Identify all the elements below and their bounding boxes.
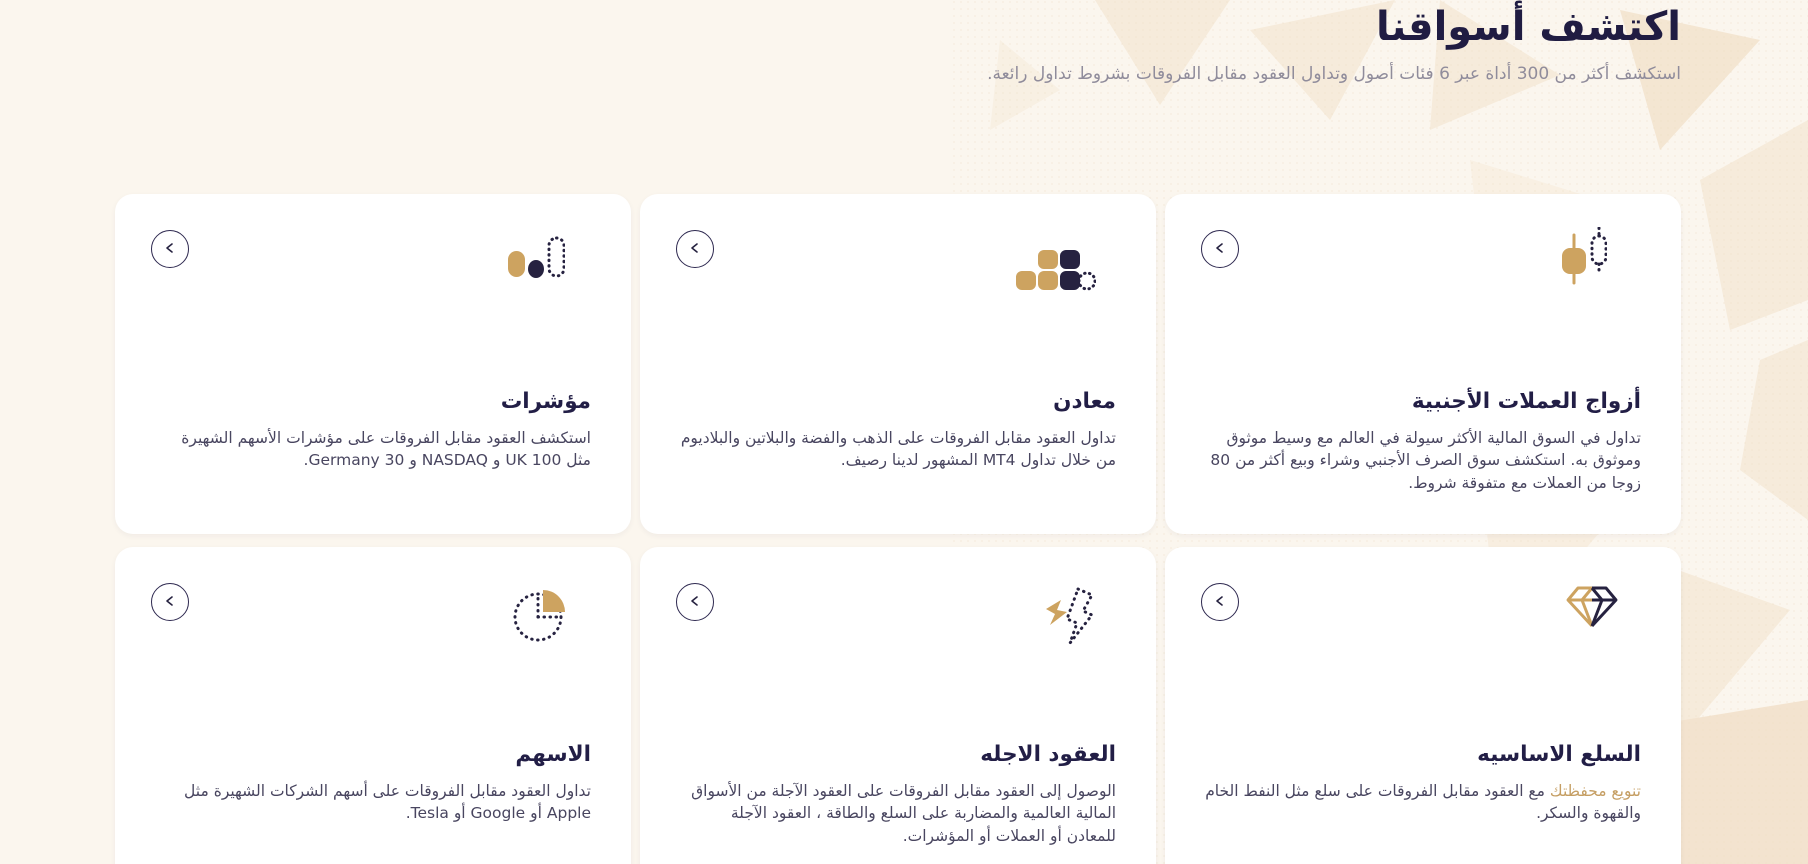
card-description: تداول العقود مقابل الفروقات على أسهم الشركات الشهيرة مثل Apple أو Google أو Tesla.: [184, 781, 591, 823]
page-title: اكتشف أسواقنا: [1376, 4, 1681, 50]
card-description: استكشف العقود مقابل الفروقات على مؤشرات الأسهم الشهيرة مثل UK 100 و NASDAQ و Germany 30.: [181, 428, 591, 470]
markets-card-grid: [115, 194, 1681, 864]
card-title: الاسهم: [515, 742, 591, 767]
pie-chart-icon: [511, 585, 571, 649]
card-arrow-button[interactable]: [676, 230, 714, 268]
card-description: تداول في السوق المالية الأكثر سيولة في العالم مع وسيط موثوق وموثوق به. استكشف سوق الصرف الأجنبي وشراء وبيع أكثر من 80 زوجا من العملات مع متفوقة شروط.: [1210, 428, 1641, 492]
card-title: معادن: [1053, 389, 1116, 414]
chevron-left-icon: [1214, 595, 1226, 610]
market-card-metals: [640, 194, 1156, 534]
chevron-left-icon: [164, 242, 176, 257]
card-description: [1205, 780, 1641, 825]
diamond-icon: [1563, 585, 1621, 633]
card-arrow-button[interactable]: [1201, 230, 1239, 268]
market-card-commodities: [1165, 547, 1681, 864]
card-title: السلع الاساسيه: [1477, 742, 1641, 767]
lightning-bolt-icon: [1044, 585, 1096, 653]
card-arrow-button[interactable]: [1201, 583, 1239, 621]
page-subtitle: استكشف أكثر من 300 أداة عبر 6 فئات أصول وتداول العقود مقابل الفروقات بشروط تداول رائعة.: [987, 64, 1681, 84]
card-title: أزواج العملات الأجنبية: [1411, 389, 1641, 414]
section-header: [781, 4, 1681, 87]
card-description-text: مع العقود مقابل الفروقات على سلع مثل النفط الخام والقهوة والسكر.: [1205, 781, 1641, 823]
card-title: مؤشرات: [500, 389, 591, 414]
forex-candlesticks-icon: [1561, 227, 1607, 289]
card-description: الوصول إلى العقود مقابل الفروقات على العقود الآجلة من الأسواق المالية العالمية والمضاربة على السلع والطاقة ، العقود الآجلة للمعادن أو العملات أو المؤشرات.: [691, 781, 1116, 845]
chevron-left-icon: [689, 242, 701, 257]
card-arrow-button[interactable]: [676, 583, 714, 621]
card-arrow-button[interactable]: [151, 230, 189, 268]
market-card-indices: [115, 194, 631, 534]
card-title: العقود الاجله: [980, 742, 1116, 767]
chevron-left-icon: [1214, 242, 1226, 257]
chevron-left-icon: [164, 595, 176, 610]
market-card-futures: [640, 547, 1156, 864]
diversify-portfolio-link[interactable]: تنويع محفظتك: [1549, 781, 1641, 800]
index-candles-icon: [507, 236, 565, 282]
metal-ingots-icon: [1016, 250, 1096, 296]
market-card-forex: [1165, 194, 1681, 534]
market-card-stocks: [115, 547, 631, 864]
chevron-left-icon: [689, 595, 701, 610]
card-arrow-button[interactable]: [151, 583, 189, 621]
card-description: تداول العقود مقابل الفروقات على الذهب والفضة والبلاتين والبلاديوم من خلال تداول MT4 المشهور لدينا رصيف.: [680, 428, 1116, 470]
